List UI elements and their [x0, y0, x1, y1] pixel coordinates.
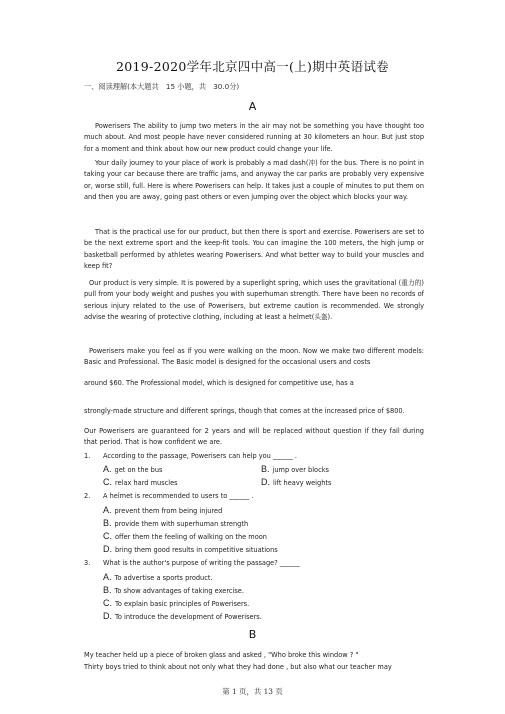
question-stem: What is the author's purpose of writing the passage? ______	[103, 559, 300, 567]
page-title: 2019-2020学年北京四中高一(上)期中英语试卷	[116, 59, 389, 74]
question-stem: A helmet is recommended to users to ______ .	[103, 492, 254, 500]
passage-a-paragraph-2: Your daily journey to your place of work is probably a mad dash(冲) for the bus. There is no point in taking your car because there are traffic jams, and anyway the car parks are probably very expensive or, worse still, full. Here is where Powerisers can help. It takes just a couple of minutes to put them on and then you are away, going past others or even jumping over the object which blocks your way.	[84, 159, 424, 201]
question-2-option-b[interactable]: B. provide them with superhuman strength	[103, 518, 249, 528]
question-2-option-a[interactable]: A. prevent them from being injured	[103, 505, 223, 515]
passage-b-line-2: Thirty boys tried to think about not only what they had done , but also what our teacher may	[84, 663, 392, 671]
question-2-option-d[interactable]: D. bring them good results in competitive situations	[103, 544, 278, 554]
question-3-option-c[interactable]: C. To explain basic principles of Powerisers.	[103, 598, 250, 608]
question-number: 1.	[84, 452, 91, 460]
question-3-option-b[interactable]: B. To show advantages of taking exercise.	[103, 585, 244, 595]
question-3-option-d[interactable]: D. To introduce the development of Powerisers.	[103, 611, 262, 621]
page-footer: 第 1 页，共 13 页	[222, 687, 283, 696]
passage-a-paragraph-6: around $60. The Professional model, which is designed for competitive use, has a	[84, 379, 354, 387]
question-1-option-a[interactable]: A. get on the bus	[103, 464, 163, 474]
passage-a-paragraph-5: Powerisers make you feel as if you were walking on the moon. Now we make two different models: Basic and Professional. The Basic model is designed for the occasional users and costs	[84, 347, 424, 367]
passage-b-label: B	[248, 628, 257, 641]
question-1-option-d[interactable]: D. lift heavy weights	[261, 477, 332, 487]
passage-a-paragraph-8: Our Powerisers are guaranteed for 2 years and will be replaced without question if they fail during that period. That is how confident we are.	[84, 427, 424, 447]
question-number: 3.	[84, 559, 91, 567]
question-2-option-c[interactable]: C. offer them the feeling of walking on the moon	[103, 531, 267, 541]
passage-a-paragraph-7: strongly-made structure and different springs, though that comes at the increased price of $800.	[84, 407, 405, 415]
question-3-option-a[interactable]: A. To advertise a sports product.	[103, 572, 213, 582]
question-number: 2.	[84, 492, 91, 500]
passage-a-label: A	[248, 100, 257, 113]
passage-a-paragraph-4: Our product is very simple. It is powered by a superlight spring, which uses the gravitational (重力的) pull from your body weight and pushes you with superhuman strength. There have been no records of serious injury related to the use of Powerisers, but extreme caution is recommended. We strongly advise the wearing of protective clothing, including at least a helmet(头盔).	[84, 279, 424, 321]
question-1-option-c[interactable]: C. relax hard muscles	[103, 477, 178, 487]
passage-b-line-1: My teacher held up a piece of broken glass and asked , "Who broke this window ? "	[84, 651, 359, 659]
question-stem: According to the passage, Powerisers can help you ______ .	[103, 452, 297, 460]
passage-a-paragraph-3: That is the practical use for our product, but then there is sport and exercise. Powerisers are set to be the next extreme sport and the keep-fit tools. You can imagine the 100 meters, the high jump or basketball performed by athletes wearing Powerisers. And what better way to build your muscles and keep fit?	[84, 228, 424, 270]
section-header: 一、阅读理解(本大题共 15 小题，共 30.0分)	[84, 82, 240, 91]
question-1-option-b[interactable]: B. jump over blocks	[261, 464, 329, 474]
passage-a-paragraph-1: Powerisers The ability to jump two meters in the air may not be something you have thought too much about. And most people have never considered running at 30 kilometers an hour. But just stop for a moment and think about how our new product could change your life.	[84, 122, 424, 153]
